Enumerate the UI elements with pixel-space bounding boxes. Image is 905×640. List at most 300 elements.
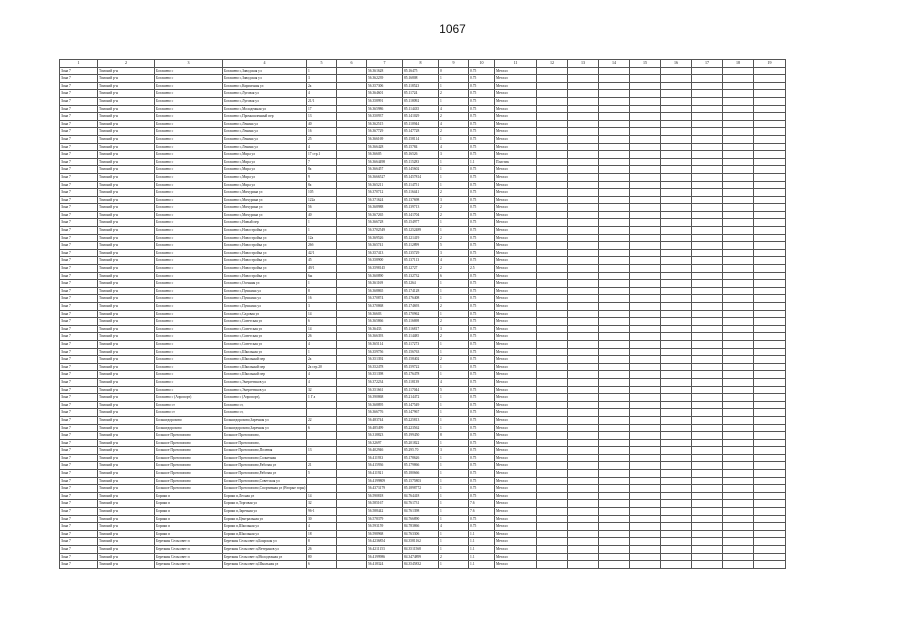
table-cell — [661, 523, 692, 531]
table-cell: Большое Протопопово,Рабочая ул — [223, 470, 307, 478]
table-row — [60, 492, 786, 500]
table-cell — [599, 303, 630, 311]
table-cell: 4 — [439, 257, 469, 265]
table-cell — [568, 356, 599, 364]
table-cell: Томский р-н — [98, 477, 155, 485]
table-cell: Богашево с — [155, 310, 223, 318]
table-cell — [599, 424, 630, 432]
table-cell: Зона 7 — [60, 242, 98, 250]
table-cell: 1.1 — [469, 158, 495, 166]
table-cell — [537, 553, 568, 561]
table-cell — [661, 75, 692, 83]
table-cell — [537, 265, 568, 273]
table-cell: 0.75 — [469, 90, 495, 98]
table-cell — [723, 166, 754, 174]
table-cell: 1 — [439, 287, 469, 295]
table-row — [60, 196, 786, 204]
table-cell: 56.598968 — [367, 530, 403, 538]
table-cell — [692, 75, 723, 83]
table-cell — [723, 227, 754, 235]
table-cell — [337, 508, 367, 516]
table-cell: 0.75 — [469, 242, 495, 250]
table-cell — [692, 265, 723, 273]
table-cell — [692, 196, 723, 204]
table-cell: 1 — [307, 219, 337, 227]
table-cell — [630, 470, 661, 478]
table-cell: 56.390868 — [367, 394, 403, 402]
table-cell: Богашево с — [155, 75, 223, 83]
table-cell — [568, 401, 599, 409]
table-cell: 8 — [439, 432, 469, 440]
table-cell: 85.180666 — [403, 470, 439, 478]
table-cell: 85.117273 — [403, 340, 439, 348]
table-cell — [661, 424, 692, 432]
table-row — [60, 75, 786, 83]
table-cell — [630, 356, 661, 364]
table-cell: 85.141029 — [403, 113, 439, 121]
table-cell: Металл — [495, 485, 537, 493]
table-cell: Зона 7 — [60, 356, 98, 364]
table-row — [60, 280, 786, 288]
table-cell — [568, 128, 599, 136]
table-cell: 1 — [439, 394, 469, 402]
table-cell — [661, 249, 692, 257]
table-cell — [754, 67, 786, 75]
table-cell: 1 — [439, 439, 469, 447]
table-cell — [537, 378, 568, 386]
table-cell: Большое Протопопово,Солнечная — [223, 454, 307, 462]
table-cell — [599, 470, 630, 478]
table-cell: Томский р-н — [98, 128, 155, 136]
table-cell — [568, 143, 599, 151]
table-cell — [537, 432, 568, 440]
table-cell: Богашево с,Мира ул — [223, 158, 307, 166]
table-row — [60, 401, 786, 409]
table-cell: 85.116817 — [403, 325, 439, 333]
table-cell — [599, 356, 630, 364]
table-cell — [661, 158, 692, 166]
column-header: 4 — [223, 60, 307, 68]
table-cell: 30 — [307, 515, 337, 523]
table-cell — [692, 204, 723, 212]
table-cell — [537, 128, 568, 136]
table-cell — [723, 135, 754, 143]
table-cell: Зона 7 — [60, 333, 98, 341]
table-cell — [754, 530, 786, 538]
table-cell — [692, 325, 723, 333]
table-cell: 1 — [439, 409, 469, 417]
table-cell — [661, 530, 692, 538]
table-cell: Богашево с,Луговая ул — [223, 97, 307, 105]
table-cell — [630, 227, 661, 235]
table-cell: 56.367729 — [367, 128, 403, 136]
table-cell — [599, 181, 630, 189]
table-cell — [630, 340, 661, 348]
table-cell — [537, 90, 568, 98]
table-cell — [692, 189, 723, 197]
table-cell: Томский р-н — [98, 439, 155, 447]
table-cell: 56.351392 — [367, 356, 403, 364]
table-row — [60, 470, 786, 478]
table-cell: 1 — [439, 310, 469, 318]
table-cell: 1 — [439, 538, 469, 546]
column-header: 15 — [630, 60, 661, 68]
table-cell: 13 — [307, 113, 337, 121]
table-cell: Борики п,Центральная ул — [223, 515, 307, 523]
table-cell — [754, 553, 786, 561]
table-cell: 1 — [439, 82, 469, 90]
table-cell — [537, 470, 568, 478]
table-cell: 85.201822 — [403, 439, 439, 447]
table-cell: Березкин Сельсовет п,Ветеранов ул — [223, 546, 307, 554]
table-cell: Березкин Сельсовет п,Школьная ул — [223, 561, 307, 569]
table-cell — [307, 485, 337, 493]
table-cell: 0.75 — [469, 394, 495, 402]
table-cell: 14 — [307, 325, 337, 333]
table-cell — [337, 120, 367, 128]
table-cell — [723, 97, 754, 105]
table-cell — [537, 227, 568, 235]
table-cell — [723, 477, 754, 485]
table-cell — [723, 371, 754, 379]
table-cell: Томский р-н — [98, 508, 155, 516]
table-cell — [692, 515, 723, 523]
table-cell — [754, 204, 786, 212]
table-cell — [692, 242, 723, 250]
table-cell — [661, 234, 692, 242]
table-cell — [754, 272, 786, 280]
table-cell: 85.16475 — [403, 67, 439, 75]
table-cell — [337, 135, 367, 143]
table-cell: Зона 7 — [60, 340, 98, 348]
table-cell: 1 — [439, 401, 469, 409]
table-cell: 0.75 — [469, 363, 495, 371]
table-cell: 85.118139 — [403, 378, 439, 386]
table-cell: 85.114751 — [403, 181, 439, 189]
table-cell — [723, 432, 754, 440]
table-cell: Металл — [495, 515, 537, 523]
table-cell — [723, 181, 754, 189]
table-cell: Металл — [495, 249, 537, 257]
table-cell: Богашево с,Ленина ул — [223, 135, 307, 143]
table-cell — [661, 439, 692, 447]
table-cell — [692, 477, 723, 485]
table-cell — [537, 166, 568, 174]
table-cell: 85.132732 — [403, 272, 439, 280]
table-cell: Томский р-н — [98, 67, 155, 75]
table-cell: 56.4236854 — [367, 538, 403, 546]
table-cell: 2 — [439, 234, 469, 242]
table-cell: 1 — [439, 546, 469, 554]
table-cell — [630, 280, 661, 288]
table-cell — [723, 447, 754, 455]
table-cell: 85.176408 — [403, 295, 439, 303]
table-cell: 56.361169 — [367, 280, 403, 288]
table-cell — [599, 348, 630, 356]
table-row — [60, 386, 786, 394]
table-cell — [723, 158, 754, 166]
table-cell: 56.361628 — [367, 67, 403, 75]
table-cell — [537, 371, 568, 379]
table-cell — [754, 219, 786, 227]
table-cell — [599, 295, 630, 303]
table-cell — [723, 424, 754, 432]
table-cell — [754, 242, 786, 250]
table-cell: Богашево с,Советская ул — [223, 325, 307, 333]
table-cell — [568, 394, 599, 402]
table-cell — [537, 348, 568, 356]
table-cell — [630, 265, 661, 273]
table-row — [60, 257, 786, 265]
table-cell — [337, 530, 367, 538]
table-cell — [537, 386, 568, 394]
table-cell: 80 — [307, 553, 337, 561]
table-cell — [568, 158, 599, 166]
table-row — [60, 424, 786, 432]
table-cell: Большое Протопопово,Рабочая ул — [223, 462, 307, 470]
table-cell: 14 — [307, 310, 337, 318]
table-cell — [754, 492, 786, 500]
table-cell — [754, 287, 786, 295]
table-cell: 1 — [439, 158, 469, 166]
table-cell: Зона 7 — [60, 173, 98, 181]
table-cell — [630, 303, 661, 311]
table-cell — [723, 515, 754, 523]
table-cell: 2 — [439, 333, 469, 341]
table-cell — [630, 371, 661, 379]
table-cell — [568, 515, 599, 523]
table-cell: Томский р-н — [98, 75, 155, 83]
table-cell: Зона 7 — [60, 158, 98, 166]
table-cell — [661, 371, 692, 379]
table-cell: Богашево ст, — [223, 409, 307, 417]
table-cell — [692, 143, 723, 151]
table-cell: Большедорохово,Заречная ул — [223, 424, 307, 432]
table-cell: Богашево с — [155, 242, 223, 250]
table-cell: Металл — [495, 348, 537, 356]
table-cell: 0.75 — [469, 105, 495, 113]
table-cell: Богашево с (Аэропорт), — [223, 394, 307, 402]
table-cell — [568, 409, 599, 417]
table-cell: 6ж — [307, 272, 337, 280]
table-cell — [337, 561, 367, 569]
table-row — [60, 462, 786, 470]
table-cell — [692, 454, 723, 462]
table-cell: Зона 7 — [60, 371, 98, 379]
table-row — [60, 363, 786, 371]
table-cell: 1 — [439, 470, 469, 478]
table-row — [60, 211, 786, 219]
table-cell — [599, 553, 630, 561]
table-cell — [599, 211, 630, 219]
table-cell: 56.365211 — [367, 181, 403, 189]
table-cell: 0.75 — [469, 454, 495, 462]
table-cell: Зона 7 — [60, 166, 98, 174]
table-cell: 2а стр.20 — [307, 363, 337, 371]
table-cell — [661, 295, 692, 303]
table-cell: Томский р-н — [98, 310, 155, 318]
table-cell — [723, 219, 754, 227]
table-cell: 1 — [307, 67, 337, 75]
table-cell: Богашево с,Промышленный пер — [223, 113, 307, 121]
table-cell: Зона 7 — [60, 409, 98, 417]
table-cell: 0.75 — [469, 333, 495, 341]
table-cell: Зона 7 — [60, 257, 98, 265]
table-cell — [599, 409, 630, 417]
table-cell — [692, 120, 723, 128]
table-row — [60, 181, 786, 189]
table-cell: 1.1 — [469, 546, 495, 554]
table-cell: 56.366776 — [367, 409, 403, 417]
table-cell: Большое Протопопово,Советская ул — [223, 477, 307, 485]
table-cell: Богашево с — [155, 280, 223, 288]
table-cell — [337, 196, 367, 204]
table-cell: Богашево с — [155, 318, 223, 326]
table-cell — [661, 211, 692, 219]
table-cell: 0.75 — [469, 113, 495, 121]
table-cell — [599, 561, 630, 569]
table-cell — [630, 173, 661, 181]
table-cell: Богашево с,Новостройка ул — [223, 234, 307, 242]
table-cell — [337, 67, 367, 75]
table-cell: 0.75 — [469, 318, 495, 326]
table-cell — [754, 561, 786, 569]
table-cell — [568, 325, 599, 333]
table-cell — [337, 492, 367, 500]
table-cell — [599, 371, 630, 379]
table-cell — [568, 439, 599, 447]
table-cell: 1 — [439, 295, 469, 303]
table-cell — [537, 485, 568, 493]
table-cell: Томский р-н — [98, 135, 155, 143]
table-cell: Металл — [495, 227, 537, 235]
table-cell — [568, 272, 599, 280]
table-cell — [337, 363, 367, 371]
table-cell — [661, 120, 692, 128]
table-cell — [754, 454, 786, 462]
table-cell — [599, 530, 630, 538]
table-cell — [337, 128, 367, 136]
table-cell: Томский р-н — [98, 515, 155, 523]
table-cell: 49/1 — [307, 265, 337, 273]
table-cell: Большое Протопопово — [155, 477, 223, 485]
table-cell — [537, 439, 568, 447]
column-header: 16 — [661, 60, 692, 68]
table-cell — [754, 546, 786, 554]
table-cell: 84.3545832 — [403, 561, 439, 569]
table-cell — [599, 508, 630, 516]
table-cell: 0.75 — [469, 310, 495, 318]
table-cell — [723, 189, 754, 197]
table-row — [60, 143, 786, 151]
table-cell — [630, 409, 661, 417]
table-cell — [599, 477, 630, 485]
table-cell: Богашево с — [155, 204, 223, 212]
table-cell: 56.366428 — [367, 143, 403, 151]
table-cell — [568, 500, 599, 508]
table-cell — [723, 120, 754, 128]
table-cell — [568, 523, 599, 531]
table-cell — [723, 234, 754, 242]
table-cell: 0.75 — [469, 196, 495, 204]
table-cell — [599, 242, 630, 250]
table-cell: 0.75 — [469, 227, 495, 235]
table-cell: Томский р-н — [98, 371, 155, 379]
table-cell — [661, 462, 692, 470]
table-cell — [337, 378, 367, 386]
table-cell — [630, 318, 661, 326]
table-cell — [568, 265, 599, 273]
table-cell: Зона 7 — [60, 310, 98, 318]
table-cell — [599, 363, 630, 371]
table-cell: Зона 7 — [60, 378, 98, 386]
table-cell: 1 — [439, 348, 469, 356]
table-cell: Металл — [495, 257, 537, 265]
table-cell: 13 — [307, 447, 337, 455]
table-cell: 56.357306 — [367, 82, 403, 90]
table-cell — [692, 439, 723, 447]
table-cell: 56.370712 — [367, 189, 403, 197]
table-cell: 7.6 — [469, 508, 495, 516]
table-cell — [723, 508, 754, 516]
table-cell — [630, 378, 661, 386]
table-cell — [599, 257, 630, 265]
table-cell — [599, 143, 630, 151]
table-cell — [723, 303, 754, 311]
table-cell: 7.6 — [469, 500, 495, 508]
table-cell: 26 — [307, 546, 337, 554]
table-cell: 56.3664498 — [367, 158, 403, 166]
table-cell: Томский р-н — [98, 325, 155, 333]
table-cell — [537, 242, 568, 250]
table-cell — [337, 280, 367, 288]
table-cell — [661, 181, 692, 189]
table-cell: 56.371624 — [367, 196, 403, 204]
table-cell — [630, 432, 661, 440]
table-cell: Зона 7 — [60, 135, 98, 143]
table-cell: 84.3581162 — [403, 538, 439, 546]
table-cell — [754, 409, 786, 417]
table-cell: Томский р-н — [98, 120, 155, 128]
table-cell — [599, 318, 630, 326]
table-cell: Березкин Сельсовет п — [155, 546, 223, 554]
table-cell: 56.369526 — [367, 234, 403, 242]
table-cell: Березкин Сельсовет п — [155, 561, 223, 569]
table-cell — [692, 561, 723, 569]
table-cell — [630, 113, 661, 121]
table-cell — [723, 340, 754, 348]
table-cell: 85.16526 — [403, 151, 439, 159]
table-cell — [723, 128, 754, 136]
table-row — [60, 439, 786, 447]
table-cell — [568, 242, 599, 250]
table-cell — [630, 128, 661, 136]
table-cell: Металл — [495, 166, 537, 174]
table-cell — [723, 75, 754, 83]
table-cell — [630, 447, 661, 455]
table-cell: Зона 7 — [60, 90, 98, 98]
table-cell — [723, 295, 754, 303]
table-row — [60, 325, 786, 333]
table-cell: Томский р-н — [98, 561, 155, 569]
table-cell — [307, 432, 337, 440]
table-cell — [661, 363, 692, 371]
table-cell — [599, 265, 630, 273]
table-cell: Богашево с,Пушкина ул — [223, 295, 307, 303]
table-cell: 3 — [439, 196, 469, 204]
table-cell — [337, 394, 367, 402]
table-cell — [568, 120, 599, 128]
